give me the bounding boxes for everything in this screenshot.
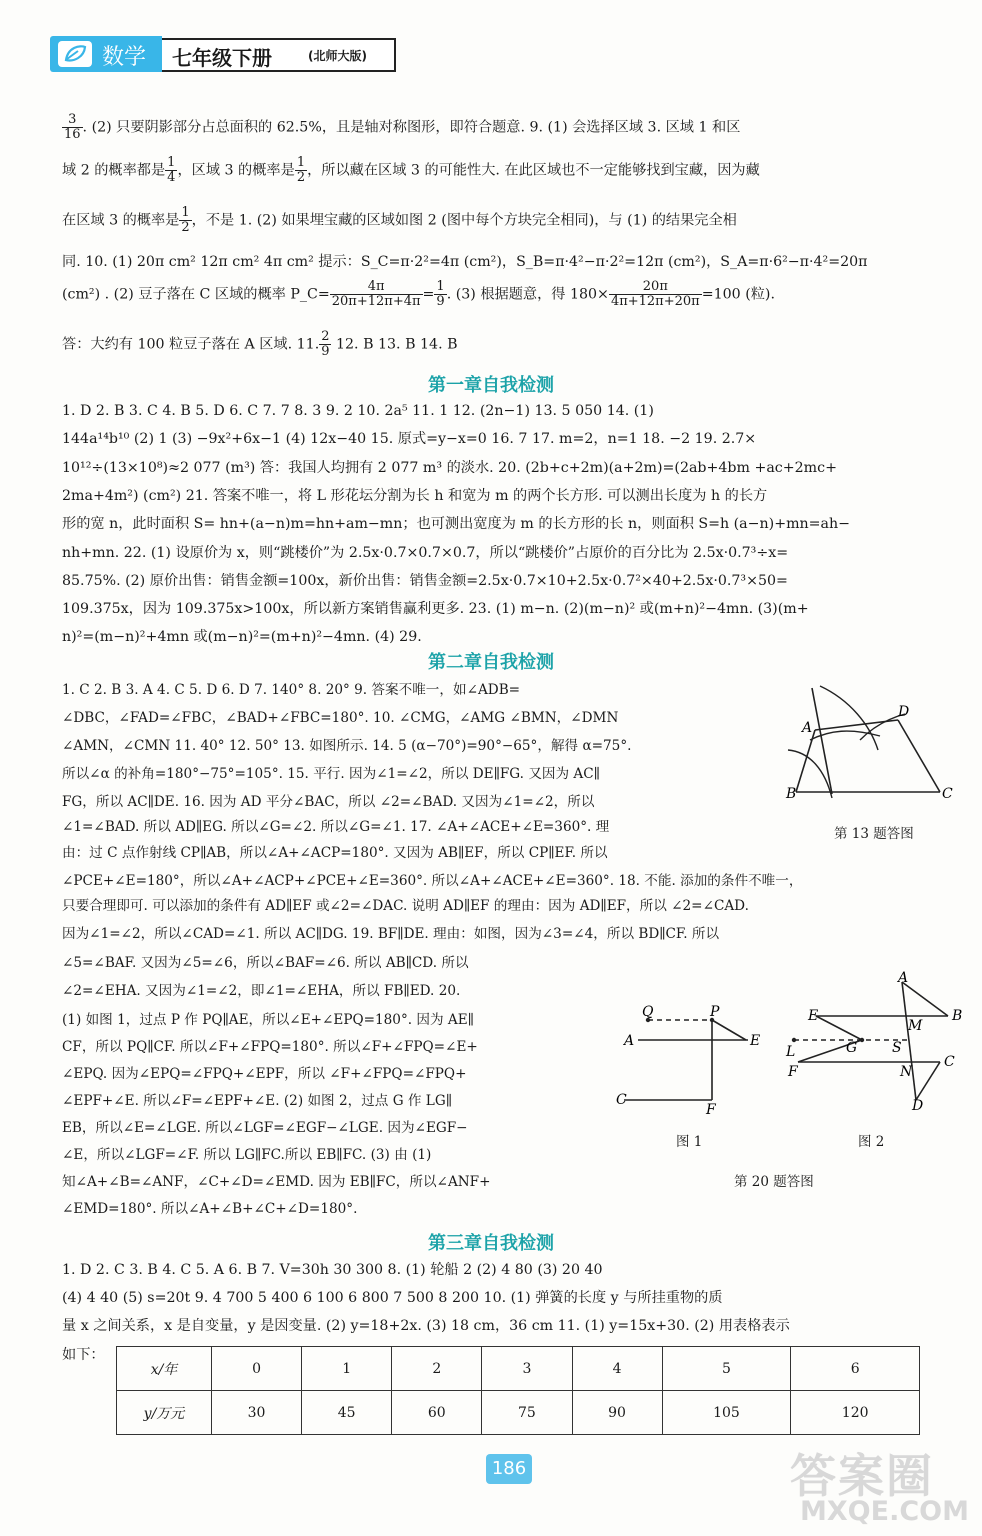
fraction: $\frac{2}{9}$ — [321, 329, 330, 359]
fig13-label-a: A — [802, 720, 813, 736]
fig20-1-label-f: F — [706, 1102, 716, 1118]
table-row — [117, 1391, 920, 1435]
fig20-2-label-m: M — [908, 1018, 923, 1034]
edition-label: (北师大版) — [308, 49, 367, 63]
chapter1-title: 第一章自我检测 — [428, 375, 554, 396]
table-head-x: x/年 — [117, 1347, 212, 1391]
ch2-line: ∠EPF+∠E. 所以∠F=∠EPF+∠E. (2) 如图 2，过点 G 作 LG∥ — [62, 1093, 452, 1109]
fig13-label-b: B — [786, 786, 797, 802]
ch2-line: ∠PCE+∠E=180°，所以∠A+∠ACP+∠PCE+∠E=360°. 所以∠A+∠ACE+∠E=360°. 18. 不能. 添加的条件不唯一， — [62, 873, 803, 889]
ch2-line: ∠DBC，∠FAD=∠FBC，∠BAD+∠FBC=180°. 10. ∠CMG，∠AMG ∠BMN，∠DMN — [62, 710, 619, 726]
table-cell: 30 — [212, 1391, 302, 1435]
intro-line-2: 域 2 的概率都是 $\frac{1}{4}$ ，区域 3 的概率是 $\frac{1}{2}$ ，所以藏在区域 3 的可能性大. 在此区域也不一定能够找到宝藏，因为藏 — [62, 155, 760, 185]
ch1-line: 1. D 2. B 3. C 4. B 5. D 6. C 7. 7 8. 3 9. 2 10. 2a⁵ 11. 1 12. (2n−1) 13. 5 050 14. (1) — [62, 403, 654, 419]
ch2-line: 1. C 2. B 3. A 4. C 5. D 6. D 7. 140° 8. 20° 9. 答案不唯一，如∠ADB= — [62, 682, 521, 698]
table-cell: 1 — [302, 1347, 392, 1391]
chapter3-title: 第三章自我检测 — [428, 1233, 554, 1254]
ch3-line: (4) 4 40 (5) s=20t 9. 4 700 5 400 6 100 6 800 7 500 8 200 10. (1) 弹簧的长度 y 与所挂重物的质 — [62, 1290, 723, 1306]
figure-13 — [780, 680, 960, 810]
ch2-line: 所以∠α 的补角=180°−75°=105°. 15. 平行. 因为∠1=∠2，所以 DE∥FG. 又因为 AC∥ — [62, 766, 600, 782]
ch2-line: ∠E，所以∠LGF=∠F. 所以 LG∥FC.所以 EB∥FC. (3) 由 (1) — [62, 1147, 432, 1163]
ch2-line: 知∠A+∠B=∠ANF，∠C+∠D=∠EMD. 因为 EB∥FC，所以∠ANF+ — [62, 1174, 491, 1190]
fraction: $\frac{1}{2}$ — [296, 155, 306, 185]
ch1-line: n)²=(m−n)²+4mn 或(m−n)²=(m+n)²−4mn. (4) 29. — [62, 629, 422, 645]
fig20-2-label-s: S — [892, 1040, 902, 1056]
table-cell: 5 — [662, 1347, 791, 1391]
table-cell: 120 — [791, 1391, 920, 1435]
watermark — [790, 1440, 980, 1530]
ch2-line: (1) 如图 1，过点 P 作 PQ∥AE，所以∠E+∠EPQ=180°. 因为 AE∥ — [62, 1012, 474, 1028]
fig20-2-label-c: C — [944, 1054, 955, 1070]
leaf-icon — [58, 41, 92, 67]
ch1-line: 144a¹⁴b¹⁰ (2) 1 (3) −9x²+6x−1 (4) 12x−40 15. 原式=y−x=0 16. 7 17. m=2，n=1 18. −2 19. 2.7× — [62, 431, 757, 447]
ch2-line: CF，所以 PQ∥CF. 所以∠F+∠FPQ=180°. 所以∠F+∠FPQ=∠E+ — [62, 1039, 478, 1055]
fig13-label-c: C — [942, 786, 953, 802]
intro-line-1: $\frac{3}{16}$ . (2) 只要阴影部分占总面积的 62.5%，且是轴对称图形，即符合题意. 9. (1) 会选择区域 3. 区域 1 和区 — [64, 112, 741, 142]
fraction: $\frac{4\pi}{20\pi+12\pi+4\pi}$ — [331, 279, 421, 309]
fig20-2-caption: 图 2 — [858, 1134, 885, 1150]
fig20-2-label-a: A — [898, 970, 909, 986]
fig13-caption: 第 13 题答图 — [834, 826, 914, 842]
fraction: $\frac{1}{4}$ — [167, 155, 176, 185]
fig20-2-label-b: B — [952, 1008, 963, 1024]
watermark-line1: 答案圈 — [790, 1449, 934, 1503]
ch2-line: ∠2=∠EHA. 又因为∠1=∠2，即∠1=∠EHA，所以 FB∥ED. 20. — [62, 983, 461, 999]
fig20-2-label-e: E — [808, 1008, 819, 1024]
subject-tab — [50, 36, 162, 72]
fig20-1-caption: 图 1 — [676, 1134, 703, 1150]
intro-line-6: 答：大约有 100 粒豆子落在 A 区域. 11. $\frac{2}{9}$ 12. B 13. B 14. B — [62, 329, 458, 359]
table-row — [117, 1347, 920, 1391]
ch1-line: 109.375x，因为 109.375x>100x，所以新方案销售赢利更多. 23. (1) m−n. (2)(m−n)² 或(m+n)²−4mn. (3)(m+ — [62, 601, 809, 617]
ch2-line: EB，所以∠E=∠LGE. 所以∠LGF=∠EGF−∠LGE. 因为∠EGF− — [62, 1120, 468, 1136]
ch2-line: 由：过 C 点作射线 CP∥AB，所以∠A+∠ACP=180°. 又因为 AB∥EF，所以 CP∥EF. 所以 — [62, 845, 608, 861]
fig20-1-label-c: C — [616, 1092, 627, 1108]
subject-label: 数学 — [102, 45, 147, 70]
ch2-line: 因为∠1=∠2，所以∠CAD=∠1. 所以 AC∥DG. 19. BF∥DE. 理由：如图，因为∠3=∠4，所以 BD∥CF. 所以 — [62, 926, 720, 942]
grade-box — [162, 38, 396, 72]
ch2-line: 只要合理即可. 可以添加的条件有 AD∥EF 或∠2=∠DAC. 说明 AD∥EF 的理由：因为 AD∥EF，所以 ∠2=∠CAD. — [62, 898, 749, 914]
table-cell: 6 — [791, 1347, 920, 1391]
fig13-label-d: D — [898, 704, 910, 720]
table-cell: 45 — [302, 1391, 392, 1435]
ch1-line: 10¹²÷(13×10⁸)≈2 077 (m³) 答：我国人均拥有 2 077 m³ 的淡水. 20. (2b+c+2m)(a+2m)=(2ab+4bm +ac+2mc+ — [62, 460, 837, 476]
ch1-line: 形的宽 n，此时面积 S= hn+(a−n)m=hn+am−mn；也可测出宽度为 m 的长方形的长 n，则面积 S=h (a−n)+mn=ah− — [62, 516, 851, 532]
table-cell: 75 — [482, 1391, 572, 1435]
fig20-2-label-g: G — [846, 1040, 858, 1056]
fig20-2-label-l: L — [786, 1044, 796, 1060]
intro-line-3: 在区域 3 的概率是 $\frac{1}{2}$ ，不是 1. (2) 如果埋宝藏的区域如图 2 (图中每个方块完全相同)，与 (1) 的结果完全相 — [62, 205, 737, 235]
ch2-line: ∠EPQ. 因为∠EPQ=∠FPQ+∠EPF，所以 ∠F+∠FPQ=∠FPQ+ — [62, 1066, 467, 1082]
watermark-line2: MXQE.COM — [800, 1496, 969, 1527]
table-cell: 3 — [482, 1347, 572, 1391]
table-cell: 60 — [392, 1391, 482, 1435]
grade-book-label: 七年级下册 — [172, 46, 272, 70]
ch2-line: ∠AMN，∠CMN 11. 40° 12. 50° 13. 如图所示. 14. 5 (α−70°)=90°−65°，解得 α=75°. — [62, 738, 632, 754]
fraction: $\frac{3}{16}$ — [64, 112, 81, 142]
ch1-line: nh+mn. 22. (1) 设原价为 x，则“跳楼价”为 2.5x·0.7×0.7×0.7，所以“跳楼价”占原价的百分比为 2.5x·0.7³÷x= — [62, 545, 789, 561]
ch3-line: 如下： — [62, 1347, 105, 1363]
table-cell: 2 — [392, 1347, 482, 1391]
fig20-2-label-d: D — [912, 1098, 924, 1114]
ch2-line: FG，所以 AC∥DE. 16. 因为 AD 平分∠BAC，所以 ∠2=∠BAD. 又因为∠1=∠2，所以 — [62, 794, 595, 810]
fig20-caption: 第 20 题答图 — [734, 1174, 814, 1190]
fraction: $\frac{1}{9}$ — [436, 279, 445, 309]
figure-20-1 — [618, 1000, 778, 1120]
table-cell: 90 — [572, 1391, 662, 1435]
fig20-1-label-e: E — [750, 1033, 761, 1049]
book-header — [50, 36, 396, 72]
table-head-y: y/万元 — [117, 1391, 212, 1435]
intro-line-5: (cm²) . (2) 豆子落在 C 区域的概率 P_C= $\frac{4\pi}{20\pi+12\pi+4\pi}$ = $\frac{1}{9}$ . (3) 根据题意，得 180× $\frac{20\pi}{4\pi+12\pi+20\pi}$ =100 (粒). — [62, 279, 775, 309]
ch2-line: ∠1=∠BAD. 所以 AD∥EG. 所以∠G=∠2. 所以∠G=∠1. 17. ∠A+∠ACE+∠E=360°. 理 — [62, 819, 610, 835]
fig20-1-label-q: Q — [642, 1004, 654, 1020]
fraction: $\frac{1}{2}$ — [181, 205, 190, 235]
ch2-line: ∠EMD=180°. 所以∠A+∠B+∠C+∠D=180°. — [62, 1201, 358, 1217]
data-table — [116, 1346, 920, 1435]
fig20-2-label-n: N — [900, 1064, 913, 1080]
table-cell: 4 — [572, 1347, 662, 1391]
ch1-line: 2ma+4m²) (cm²) 21. 答案不唯一，将 L 形花坛分割为长 h 和宽为 m 的两个长方形. 可以测出长度为 h 的长方 — [62, 488, 768, 504]
table-cell: 105 — [662, 1391, 791, 1435]
intro-line-4: 同. 10. (1) 20π cm² 12π cm² 4π cm² 提示：S_C=π·2²=4π (cm²)，S_B=π·4²−π·2²=12π (cm²)，S_A=π·6²−π·4²=20π — [62, 254, 868, 270]
fraction: $\frac{20\pi}{4\pi+12\pi+20\pi}$ — [610, 279, 700, 309]
ch3-line: 量 x 之间关系，x 是自变量，y 是因变量. (2) y=18+2x. (3) 18 cm，36 cm 11. (1) y=15x+30. (2) 用表格表示 — [62, 1318, 790, 1334]
ch3-line: 1. D 2. C 3. B 4. C 5. A 6. B 7. V=30h 30 300 8. (1) 轮船 2 (2) 4 80 (3) 20 40 — [62, 1262, 603, 1278]
figure-20-2 — [780, 972, 970, 1112]
table-cell: 0 — [212, 1347, 302, 1391]
fig20-1-label-p: P — [710, 1004, 720, 1020]
fig20-2-label-f: F — [788, 1064, 798, 1080]
fig20-1-label-a: A — [624, 1033, 635, 1049]
chapter2-title: 第二章自我检测 — [428, 652, 554, 673]
ch2-line: ∠5=∠BAF. 又因为∠5=∠6，所以∠BAF=∠6. 所以 AB∥CD. 所以 — [62, 955, 469, 971]
ch1-line: 85.75%. (2) 原价出售：销售金额=100x，新价出售：销售金额=2.5x·0.7×10+2.5x·0.7²×40+2.5x·0.7³×50= — [62, 573, 788, 589]
page-number: 186 — [486, 1454, 532, 1484]
